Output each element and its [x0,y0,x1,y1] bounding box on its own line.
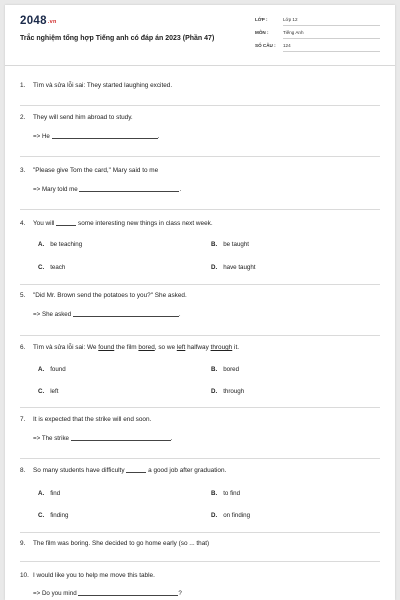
question-text: I would like you to help me move this table. [33,572,155,579]
meta-label: LỚP : [255,17,268,22]
answer-blank[interactable] [79,186,182,193]
option-text: find [50,490,61,497]
option-letter: A. [38,241,45,248]
question-number: 10. [20,572,29,579]
document-header [5,5,395,65]
answer-blank[interactable] [52,133,158,139]
option-d[interactable] [211,388,244,395]
option-text: through [223,388,245,395]
answer-suffix: ? [178,590,182,597]
site-logo[interactable] [20,15,57,27]
option-text: to find [223,490,241,497]
option-text: left [50,388,59,395]
question-separator [20,105,380,106]
meta-label: SỐ CÂU : [255,43,276,48]
option-c[interactable] [38,264,65,271]
meta-value: Lớp 12 [283,17,298,22]
answer-suffix: . [178,311,181,318]
answer-line [33,435,172,442]
logo-text: 2048 [20,15,47,27]
option-c[interactable] [38,512,68,519]
option-b[interactable] [211,490,240,497]
question-text: "Please give Tom the card," Mary said to me [33,167,159,174]
question-text: Tìm và sửa lỗi sai: They started laughing excited. [33,82,173,89]
question-number: 8. [20,467,26,474]
question-text-after: some interesting new things in class next week. [78,220,213,227]
option-letter: A. [38,490,45,497]
question-number: 9. [20,540,26,547]
question-text [33,344,239,351]
option-text: on finding [223,512,251,519]
option-text: be taught [223,241,249,248]
question-blank [126,467,146,473]
option-b[interactable] [211,241,249,248]
option-letter: B. [211,366,218,373]
answer-prefix: => Mary told me [33,186,78,193]
option-text: found [50,366,66,373]
document-sheet [5,5,395,600]
question-text-part: the film [114,344,139,351]
answer-line [33,590,182,597]
underlined-word: through [210,344,233,351]
question-number: 1. [20,82,26,89]
answer-line [33,311,181,318]
meta-value: 124 [283,43,291,48]
meta-value: Tiếng Anh [283,30,304,35]
question-separator [20,532,380,533]
question-separator [20,407,380,408]
option-text: have taught [223,264,256,271]
question-separator [20,156,380,157]
question-text-part: Tìm và sửa lỗi sai: We [33,344,99,351]
question-separator [20,561,380,562]
answer-blank[interactable] [73,311,179,317]
logo-ext: .vn [47,19,57,25]
question-text-part: it. [232,344,239,351]
header-divider [5,65,395,66]
question-text: The film was boring. She decided to go home early (so ... that) [33,540,210,547]
answer-line [33,186,181,193]
answer-blank[interactable] [78,590,178,596]
question-text-before: You will [33,220,55,227]
question-text: It is expected that the strike will end soon. [33,416,152,423]
option-letter: D. [211,388,218,395]
option-letter: B. [211,241,218,248]
question-number: 3. [20,167,26,174]
answer-prefix: => The strike [33,435,69,442]
question-text-after: a good job after graduation. [148,467,227,474]
question-separator [20,284,380,285]
question-text [33,220,213,227]
document-title: Trắc nghiệm tổng hợp Tiếng anh có đáp án 2023 (Phần 47) [20,35,215,42]
option-d[interactable] [211,512,250,519]
option-c[interactable] [38,388,58,395]
option-text: finding [50,512,69,519]
underlined-word: left [176,344,186,351]
option-letter: A. [38,366,45,373]
question-text-part: halfway [185,344,211,351]
underlined-word: found [98,344,115,351]
question-number: 4. [20,220,26,227]
question-text-before: So many students have difficulty [33,467,125,474]
answer-prefix: => Do you mind [33,590,77,597]
option-a[interactable] [38,366,66,373]
option-text: bored [223,366,240,373]
option-text: teach [50,264,66,271]
question-number: 5. [20,292,26,299]
answer-suffix: . [179,186,182,193]
question-text [33,467,226,474]
meta-rule [283,38,380,39]
option-letter: C. [38,512,45,519]
question-separator [20,458,380,459]
option-letter: D. [211,512,218,519]
option-letter: C. [38,388,45,395]
question-text: They will send him abroad to study. [33,114,133,121]
answer-line [33,133,159,140]
option-text: be teaching [50,241,83,248]
option-b[interactable] [211,366,239,373]
question-blank [56,220,76,226]
option-a[interactable] [38,490,60,497]
answer-prefix: => She asked [33,311,72,318]
question-text-part: , so we [154,344,177,351]
question-number: 2. [20,114,26,121]
option-a[interactable] [38,241,82,248]
meta-label: MÔN : [255,30,269,35]
underlined-word: bored [138,344,155,351]
question-separator [20,209,380,210]
question-separator [20,335,380,336]
answer-suffix: . [170,435,173,442]
meta-rule [283,25,380,26]
option-letter: C. [38,264,45,271]
answer-prefix: => He [33,133,50,140]
answer-suffix: . [157,133,160,140]
option-letter: B. [211,490,218,497]
question-number: 6. [20,344,26,351]
answer-blank[interactable] [71,435,171,441]
option-letter: D. [211,264,218,271]
meta-rule [283,51,380,52]
option-d[interactable] [211,264,256,271]
question-text: "Did Mr. Brown send the potatoes to you?" She asked. [33,292,187,299]
question-number: 7. [20,416,26,423]
